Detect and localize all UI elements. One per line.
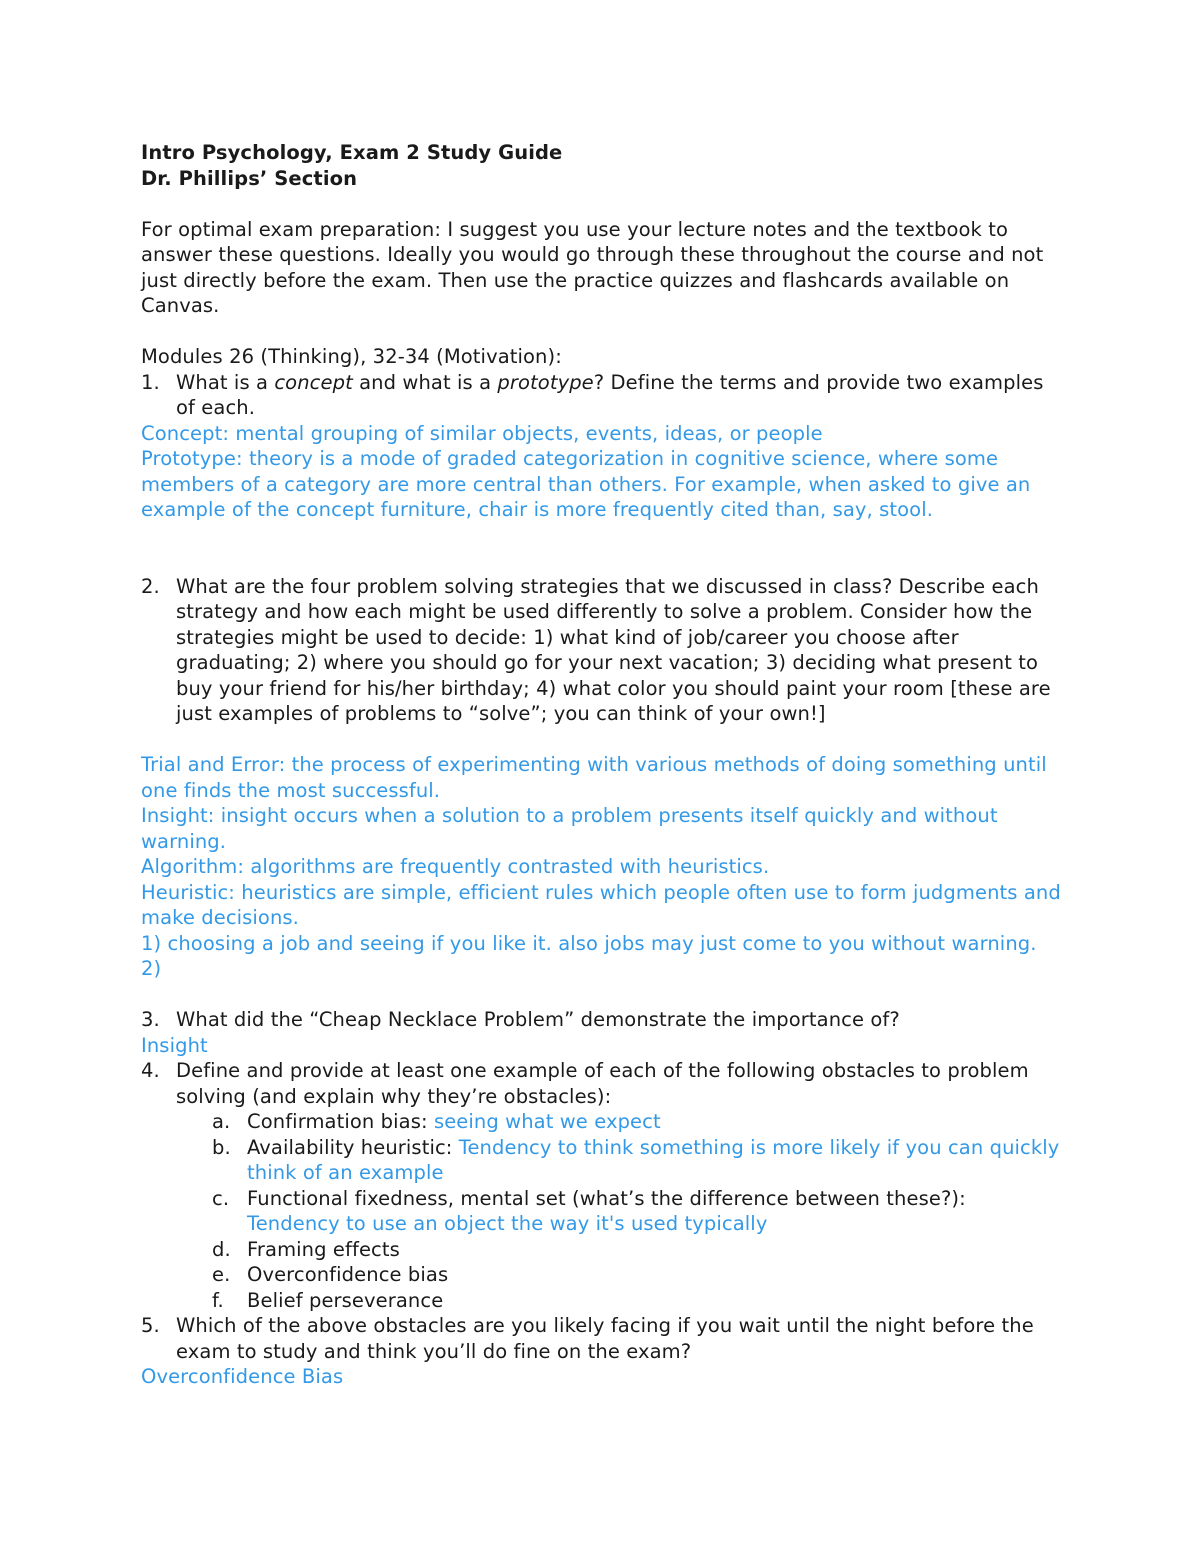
answer-example-1: 1) choosing a job and seeing if you like it. also jobs may just come to you without warning.: [141, 931, 1037, 955]
answer-q3: Insight: [141, 1033, 208, 1057]
answer-heuristic: Heuristic: heuristics are simple, efficient rules which people often use to form judgments and make decisions.: [141, 880, 1061, 929]
question-number: 2.: [141, 574, 160, 598]
question-text: Which of the above obstacles are you likely facing if you wait until the night before the exam to study and think you’ll do fine on the exam?: [176, 1314, 1034, 1363]
question-number: 1.: [141, 370, 160, 394]
obstacle-item: c. Functional fixedness, mental set (what’s the difference between these?): Tendency to use an object the way it's used typically: [212, 1186, 966, 1235]
answer-insight: Insight: insight occurs when a solution to a problem presents itself quickly and without warning.: [141, 804, 998, 853]
doc-section: Dr. Phillips’ Section: [141, 166, 358, 190]
document-body: [141, 140, 1061, 1390]
obstacle-answer: Tendency to use an object the way it's used typically: [247, 1212, 768, 1235]
answer-trial-error: Trial and Error: the process of experimenting with various methods of doing something until one finds the most successful.: [141, 753, 1047, 802]
answer-concept: Concept: mental grouping of similar objects, events, ideas, or people: [141, 421, 823, 445]
intro-paragraph: For optimal exam preparation: I suggest you use your lecture notes and the textbook to answer these questions. Ideally you would go through these throughout the course and not just directly before the exam. Then use the practice quizzes and flashcards available on Canvas.: [141, 217, 1044, 317]
obstacle-answer: Tendency to think something is more likely if you can quickly think of an example: [247, 1135, 1060, 1184]
obstacle-item: b. Availability heuristic: Tendency to think something is more likely if you can quickly think of an example: [212, 1135, 1060, 1184]
term-prototype: prototype: [497, 370, 594, 394]
question-2: [141, 574, 1061, 727]
answer-algorithm: Algorithm: algorithms are frequently contrasted with heuristics.: [141, 855, 770, 878]
question-text: What did the “Cheap Necklace Problem” demonstrate the importance of?: [176, 1008, 900, 1031]
question-text: What are the four problem solving strategies that we discussed in class? Describe each strategy and how each might be used differently to solve a problem. Consider how the strategies might be used to decide: 1) what kind of job/career you choose after graduating; 2) where you should go for your next vacation; 3) deciding what present to buy your friend for his/her birthday; 4) what color you should paint your room [these are just examples of problems to “solve”; you can think of your own!]: [176, 574, 1051, 725]
answer-prototype: Prototype: theory is a mode of graded categorization in cognitive science, where some members of a category are more central than others. For example, when asked to give an example of the concept furniture, chair is more frequently cited than, say, stool.: [141, 447, 1031, 521]
obstacle-item: e. Overconfidence bias: [212, 1263, 449, 1286]
question-number: 3.: [141, 1008, 160, 1031]
answer-example-2: 2): [141, 957, 162, 980]
question-number: 5.: [141, 1314, 160, 1337]
obstacle-item: f. Belief perseverance: [212, 1288, 444, 1312]
obstacle-item: a. Confirmation bias: seeing what we expect: [212, 1110, 661, 1133]
doc-title: Intro Psychology, Exam 2 Study Guide: [141, 141, 563, 164]
obstacle-item: d. Framing effects: [212, 1237, 400, 1261]
answer-q5: Overconfidence Bias: [141, 1365, 344, 1388]
term-concept: concept: [274, 370, 353, 394]
question-text: Define and provide at least one example of each of the following obstacles to problem solving (and explain why they’re obstacles):: [176, 1059, 1029, 1108]
question-3: [141, 1007, 1061, 1033]
question-4: [141, 1058, 1061, 1109]
obstacle-answer: seeing what we expect: [433, 1110, 661, 1133]
question-number: 4.: [141, 1059, 160, 1082]
modules-heading: Modules 26 (Thinking), 32-34 (Motivation):: [141, 345, 562, 368]
question-5: [141, 1313, 1061, 1364]
question-1: 1. What is a concept and what is a prototype? Define the terms and provide two examples of each.: [141, 370, 1044, 419]
